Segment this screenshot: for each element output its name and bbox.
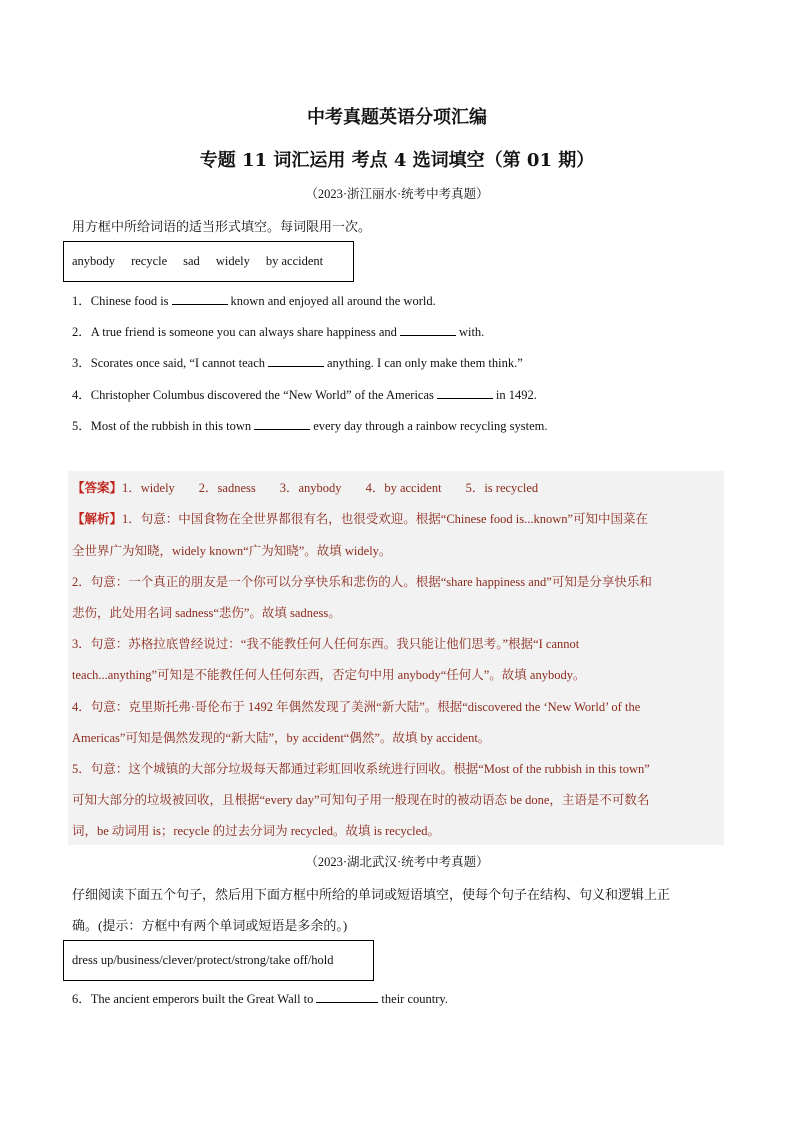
question-6 — [72, 989, 448, 1007]
word-item: recycle — [131, 254, 168, 268]
word-item: anybody — [72, 254, 116, 268]
question-text: their country. — [381, 992, 448, 1006]
question-text: with. — [458, 325, 485, 339]
analysis-line — [72, 509, 648, 527]
question-4 — [72, 385, 537, 403]
word-list: dress up/business/clever/protect/strong/take off/hold — [72, 953, 334, 967]
instruction-text: 用方框中所给词语的适当形式填空。每词限用一次。 — [72, 219, 372, 234]
document-title: 中考真题英语分项汇编 — [307, 107, 487, 128]
analysis-text: 词，be 动词用 is；recycle 的过去分词为 recycled。故填 is recycled。 — [72, 824, 440, 838]
question-text: Chinese food is — [90, 294, 169, 308]
analysis-text: Americas”可知是偶然发现的“新大陆”，by accident“偶然”。故填 by accident。 — [72, 731, 491, 745]
question-text: Scorates once said, “I cannot teach — [90, 356, 265, 370]
answer-item: 1．widely — [122, 481, 175, 495]
question-text: anything. I can only make them think.” — [327, 356, 523, 370]
question-number: 4． — [72, 388, 91, 402]
analysis-text: 3．句意：苏格拉底曾经说过：“我不能教任何人任何东西。我只能让他们思考。”根据“I cannot — [72, 637, 580, 651]
question-text: The ancient emperors built the Great Wall to — [90, 992, 314, 1006]
answer-item: 2．sadness — [198, 481, 256, 495]
answer-item: 3．anybody — [279, 481, 342, 495]
question-text: in 1492. — [495, 388, 537, 402]
question-3 — [72, 353, 523, 371]
question-5 — [72, 416, 548, 434]
source-label: （2023·浙江丽水·统考中考真题） — [305, 187, 489, 201]
question-text: A true friend is someone you can always share happiness and — [90, 325, 397, 339]
analysis-text: 全世界广为知晓，widely known“广为知晓”。故填 widely。 — [72, 544, 392, 558]
source-label: （2023·湖北武汉·统考中考真题） — [305, 855, 489, 869]
answer-panel — [68, 471, 724, 845]
analysis-text: 4．句意：克里斯托弗·哥伦布于 1492 年偶然发现了美洲“新大陆”。根据“discovered the ‘New World’ of the — [72, 700, 641, 714]
word-item: by accident — [265, 254, 324, 268]
answer-blank — [437, 386, 493, 399]
analysis-tag: 【解析】 — [72, 511, 123, 526]
question-2 — [72, 322, 484, 340]
instruction-text: 确。(提示：方框中有两个单词或短语是多余的。) — [72, 918, 348, 933]
analysis-text: teach...anything”可知是不能教任何人任何东西，否定句中用 anybody“任何人”。故填 anybody。 — [72, 668, 586, 682]
question-number: 2． — [72, 325, 91, 339]
question-1 — [72, 291, 436, 309]
answer-blank — [268, 354, 324, 367]
answer-blank — [316, 990, 378, 1003]
question-number: 6． — [72, 992, 91, 1006]
analysis-text: 5．句意：这个城镇的大部分垃圾每天都通过彩虹回收系统进行回收。根据“Most of the rubbish in this town” — [72, 762, 650, 776]
question-number: 1． — [72, 294, 91, 308]
analysis-text: 1．句意：中国食物在全世界都很有名，也很受欢迎。根据“Chinese food is...known”可知中国菜在 — [122, 512, 649, 526]
answer-blank — [172, 292, 228, 305]
question-text: every day through a rainbow recycling system. — [313, 419, 548, 433]
instruction-text: 仔细阅读下面五个句子，然后用下面方框中所给的单词或短语填空，使每个句子在结构、句义和逻辑上正 — [72, 887, 671, 902]
question-number: 5． — [72, 419, 91, 433]
question-text: Christopher Columbus discovered the “New World” of the Americas — [90, 388, 434, 402]
question-number: 3． — [72, 356, 91, 370]
analysis-text: 可知大部分的垃圾被回收，且根据“every day”可知句子用一般现在时的被动语态 be done，主语是不可数名 — [72, 793, 650, 807]
answer-item: 4．by accident — [365, 481, 442, 495]
answer-item: 5．is recycled — [465, 481, 539, 495]
question-text: known and enjoyed all around the world. — [230, 294, 436, 308]
analysis-text: 悲伤，此处用名词 sadness“悲伤”。故填 sadness。 — [72, 606, 341, 620]
document-subtitle: 专题 11 词汇运用 考点 4 选词填空（第 01 期） — [199, 150, 595, 171]
word-item: widely — [215, 254, 250, 268]
analysis-text: 2．句意：一个真正的朋友是一个你可以分享快乐和悲伤的人。根据“share happiness and”可知是分享快乐和 — [72, 575, 652, 589]
question-text: Most of the rubbish in this town — [90, 419, 252, 433]
answer-tag: 【答案】 — [72, 480, 123, 495]
word-box — [63, 241, 354, 282]
answer-line — [72, 478, 562, 496]
answer-blank — [400, 323, 456, 336]
word-box — [63, 940, 374, 981]
answer-blank — [254, 417, 310, 430]
word-item: sad — [183, 254, 200, 268]
